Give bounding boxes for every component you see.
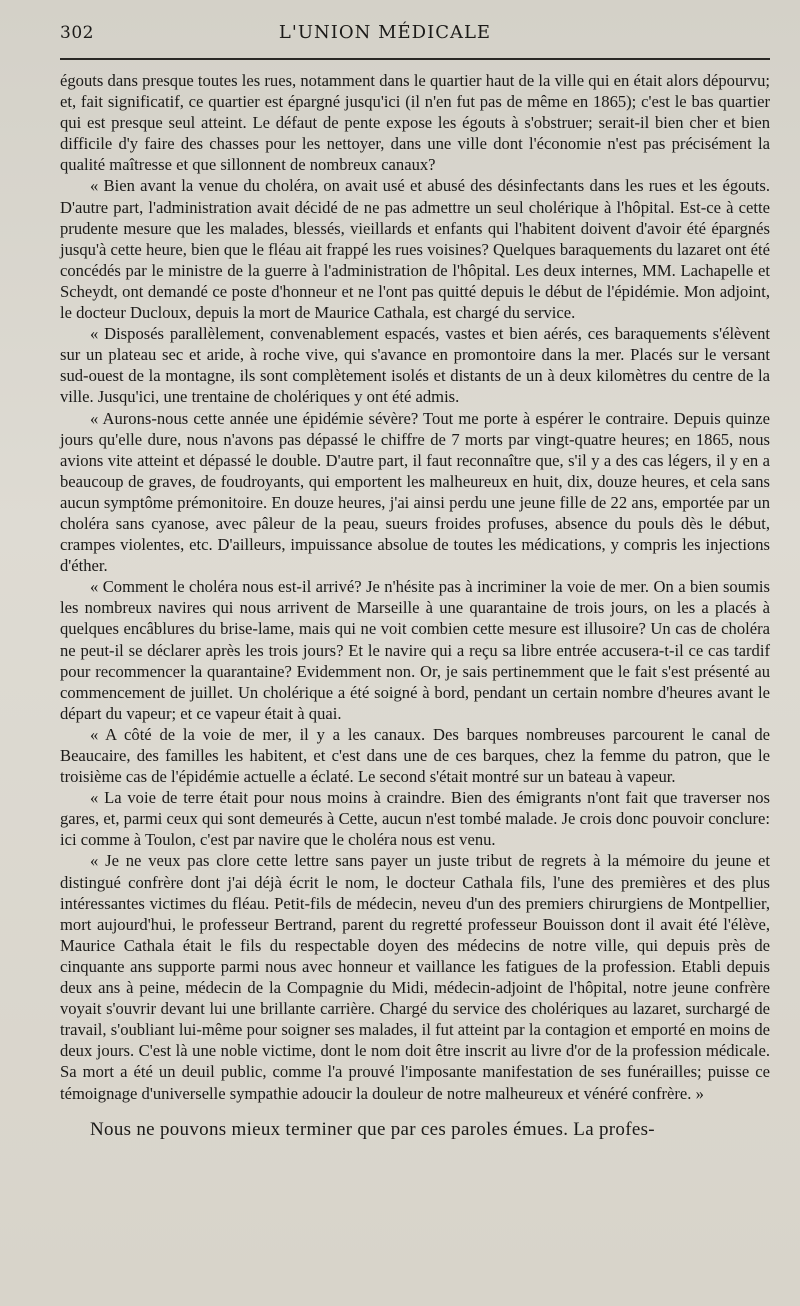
paragraph: « La voie de terre était pour nous moins à craindre. Bien des émigrants n'ont fait que traverser nos gares, et, parmi ceux qui sont demeurés à Cette, aucun n'est tombé malade. Je crois donc pouvoir conclure: ici comme à Toulon, c'est par navire que le choléra nous est venu. bbox=[60, 788, 770, 850]
paragraph: « Aurons-nous cette année une épidémie sévère? Tout me porte à espérer le contraire. Depuis quinze jours qu'elle dure, nous n'avons pas dépassé le chiffre de 7 morts par vingt-quatre heures; en 1865, nous avions vite atteint et dépassé le double. D'autre part, il faut reconnaître que, s'il y a des cas légers, il y en a beaucoup de graves, de foudroyants, qui emportent les malheureux en huit, dix, douze heures, et cela sans aucun symptôme prémonitoire. En douze heures, j'ai ainsi perdu une jeune fille de 22 ans, emportée par un choléra sans cyanose, avec pâleur de la peau, sueurs froides profuses, absence du pouls dès le début, crampes violentes, etc. D'ailleurs, impuissance absolue de toutes les médications, y compris les injections d'éther. bbox=[60, 408, 770, 576]
paragraph: « Disposés parallèlement, convenablement espacés, vastes et bien aérés, ces baraquements s'élèvent sur un plateau sec et aride, à roche vive, qui s'avance en promontoire dans la mer. Placés sur le versant sud-ouest de la montagne, ils sont complètement isolés et distants de un à deux kilomètres du centre de la ville. Jusqu'ici, une trentaine de cholériques y ont été admis. bbox=[60, 324, 770, 407]
running-title: L'UNION MÉDICALE bbox=[278, 22, 492, 43]
paragraph: égouts dans presque toutes les rues, notamment dans le quartier haut de la ville qui en était alors dépourvu; et, fait significatif, ce quartier est épargné jusqu'ici (il n'en fut pas de même en 1865); c'est le bas quartier qui est presque seul atteint. Le défaut de pente expose les égouts à s'obstruer; serait-il bien cher et bien difficile d'y faire des chasses pour les nettoyer, dans une ville dont l'économie n'est pas précisément la qualité maîtresse et que sillonnent de nombreux canaux? bbox=[60, 71, 770, 175]
page-header bbox=[60, 22, 770, 52]
paragraph: « Bien avant la venue du choléra, on avait usé et abusé des désinfectants dans les rues et les égouts. D'autre part, l'administration avait décidé de ne pas admettre un seul cholérique à l'hôpital. Est-ce à cette prudente mesure que les malades, blessés, vieillards et enfants qui l'habitent doivent d'avoir été épargnés jusqu'à cette heure, bien que le fléau ait frappé les rues voisines? Quelques baraquements du lazaret ont été concédés par le ministre de la guerre à l'administration de l'hôpital. Les deux internes, MM. Lachapelle et Scheydt, ont demandé ce poste d'honneur et ne l'ont pas quitté depuis le début de l'épidémie. Mon adjoint, le docteur Ducloux, depuis la mort de Maurice Cathala, est chargé du service. bbox=[60, 176, 770, 323]
paragraph: « A côté de la voie de mer, il y a les canaux. Des barques nombreuses parcourent le canal de Beaucaire, des familles les habitent, et c'est dans une de ces barques, chez la femme du patron, que le troisième cas de l'épidémie actuelle a éclaté. Le second s'était montré sur un bateau à vapeur. bbox=[60, 724, 770, 787]
paragraph: « Comment le choléra nous est-il arrivé? Je n'hésite pas à incriminer la voie de mer. On a bien soumis les nombreux navires qui nous arrivent de Marseille à une quarantaine de trois jours, on les a placés à quelques encâblures du brise-lame, mais qui ne voit combien cette mesure est illusoire? Un cas de choléra ne peut-il se déclarer après les trois jours? Et le navire qui a reçu sa libre entrée accusera-t-il ce cas tardif pour recommencer la quarantaine? Evidemment non. Or, je sais pertinemment que le fait s'est présenté au commencement de juillet. Un cholérique a été soigné à bord, pendant un certain nombre d'heures avant le départ du vapeur; et ce vapeur était à quai. bbox=[60, 577, 770, 723]
paragraph: « Je ne veux pas clore cette lettre sans payer un juste tribut de regrets à la mémoire du jeune et distingué confrère dont j'ai déjà écrit le nom, le docteur Cathala fils, l'une des premières et des plus intéressantes victimes du fléau. Petit-fils de médecin, neveu d'un des premiers chirurgiens de Montpellier, mort aujourd'hui, le professeur Bertrand, parent du regretté professeur Bouisson dont il avait été l'élève, Maurice Cathala était le fils du respectable doyen des médecins de notre ville, qui depuis près de cinquante ans supporte parmi nous avec honneur et vaillance les fatigues de la profession. Etabli depuis deux ans à peine, médecin de la Compagnie du Midi, médecin-adjoint de l'hôpital, notre jeune confrère voyait s'ouvrir devant lui une brillante carrière. Chargé du service des cholériques au lazaret, surchargé de travail, s'oubliant lui-même pour soigner ses malades, il fut atteint par la contagion et emporté en moins de deux jours. C'est là une noble victime, dont le nom doit être inscrit au livre d'or de la profession médicale. Sa mort a été un deuil public, comme l'a prouvé l'imposante manifestation de ses funérailles; puisse ce témoignage d'universelle sympathie adoucir la douleur de notre malheureux et vénéré confrère. » bbox=[60, 851, 770, 1103]
closing-line: Nous ne pouvons mieux terminer que par ces paroles émues. La profes- bbox=[90, 1118, 655, 1140]
article-body bbox=[60, 70, 770, 1104]
header-rule bbox=[60, 58, 770, 60]
page-number: 302 bbox=[60, 23, 94, 43]
